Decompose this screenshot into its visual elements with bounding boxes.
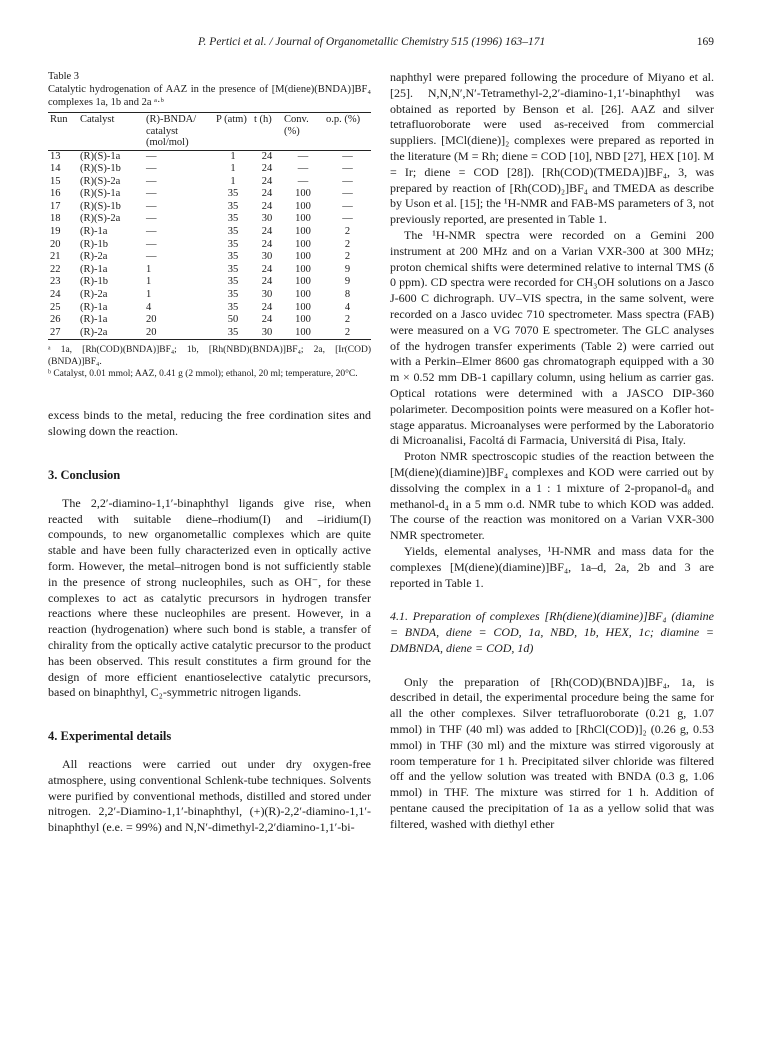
footnote-a: ᵃ 1a, [Rh(COD)(BNDA)]BF₄; 1b, [Rh(NBD)(BNDA)]BF₄; 2a, [Ir(COD)(BNDA)]BF₄. xyxy=(48,345,371,368)
cell-bnda: — xyxy=(146,213,157,225)
table-label: Table 3 xyxy=(48,71,80,82)
cell-pressure: 50 xyxy=(227,314,239,326)
cell-run: 22 xyxy=(50,263,61,275)
table-row xyxy=(48,251,371,264)
cell-catalyst: (R)-2a xyxy=(80,289,108,301)
cell-conv: — xyxy=(297,175,309,187)
cell-run: 16 xyxy=(50,188,61,200)
cell-bnda: 1 xyxy=(146,289,152,301)
cell-op: 4 xyxy=(344,301,351,313)
cell-pressure: 35 xyxy=(227,263,239,275)
cell-conv: 100 xyxy=(295,326,311,338)
cell-bnda: — xyxy=(146,251,157,263)
cell-conv: 100 xyxy=(295,276,311,288)
cell-conv: 100 xyxy=(295,314,311,326)
cell-time: 24 xyxy=(261,188,273,200)
cell-time: 30 xyxy=(261,213,273,225)
table-row xyxy=(48,314,371,327)
cell-op: 2 xyxy=(344,238,351,250)
cell-time: 24 xyxy=(261,314,273,326)
cell-conv: — xyxy=(297,163,309,175)
cell-conv: 100 xyxy=(295,263,311,275)
cell-conv: 100 xyxy=(295,289,311,301)
cell-time: 30 xyxy=(261,289,273,301)
cell-run: 15 xyxy=(50,175,61,187)
cell-time: 30 xyxy=(261,251,273,263)
table-row xyxy=(48,163,371,176)
body-paragraph: Only the preparation of [Rh(COD)(BNDA)]BF₄, 1a, is described in detail, the experimental procedure being the same for all the other complexes. Silver tetrafluoroborate (0.21 g, 1.07 mmol) in THF (40 ml) was added to [RhCl(COD)]₂ (0.26 g, 0.53 mmol) in THF (30 ml) and the mixture was stirred vigorously at room temperature for 1 h. Precipitated silver chloride was filtered off and the yellow solution was treated with BNDA (0.3 g, 1.06 mmol) in THF. The mixture was stirred for 1 h. Addition of pentane caused the precipitation of 1a as a yellow solid that was filtered, washed with diethyl ether xyxy=(390,674,714,831)
table-3-grid xyxy=(48,112,371,340)
col-header-run: Run xyxy=(50,114,68,125)
body-paragraph: Proton NMR spectroscopic studies of the reaction between the [M(diene)(diamine)]BF₄ complexes and KOD were carried out by dissolving the complex in a 1 : 1 mixture of 2-propanol-d₈ and methanol-d₄ in a 5 mm o.d. NMR tube to which KOD was added. The course of the reaction was monitored on a Varian VXR-300 NMR spectrometer. xyxy=(390,449,714,543)
cell-time: 24 xyxy=(261,163,273,175)
table-row xyxy=(48,201,371,214)
cell-bnda: — xyxy=(146,163,157,175)
col-header-op: o.p. (%) xyxy=(326,114,361,125)
table-row xyxy=(48,150,371,163)
cell-op: 8 xyxy=(344,289,351,301)
table-row xyxy=(48,264,371,277)
footnote-b: ᵇ Catalyst, 0.01 mmol; AAZ, 0.41 g (2 mmol); ethanol, 20 ml; temperature, 20°C. xyxy=(48,369,358,380)
cell-catalyst: (R)(S)-1a xyxy=(80,188,121,200)
cell-bnda: — xyxy=(146,200,157,212)
page-number: 169 xyxy=(696,36,714,48)
cell-pressure: 35 xyxy=(227,226,239,238)
table-row xyxy=(48,213,371,226)
cell-run: 17 xyxy=(50,200,61,212)
cell-bnda: — xyxy=(146,226,157,238)
body-paragraph: Yields, elemental analyses, ¹H-NMR and mass data for the complexes [M(diene)(diamine)]BF₄, 1a–d, 2a, 2b and 3 are reported in Table 1. xyxy=(390,543,714,590)
cell-time: 24 xyxy=(261,238,273,250)
table-row xyxy=(48,239,371,252)
cell-op: — xyxy=(342,188,353,200)
cell-pressure: 35 xyxy=(227,301,239,313)
running-title: P. Pertici et al. / Journal of Organometallic Chemistry 515 (1996) 163–171 xyxy=(198,36,546,48)
cell-catalyst: (R)-1a xyxy=(80,301,108,313)
table-row xyxy=(48,302,371,315)
cell-run: 14 xyxy=(50,163,61,175)
cell-conv: 100 xyxy=(295,238,311,250)
cell-op: — xyxy=(342,213,353,225)
cell-bnda: 20 xyxy=(146,326,157,338)
cell-pressure: 35 xyxy=(227,188,239,200)
cell-run: 26 xyxy=(50,314,61,326)
cell-pressure: 1 xyxy=(230,163,236,175)
cell-op: — xyxy=(342,175,353,187)
cell-pressure: 1 xyxy=(230,175,236,187)
cell-conv: 100 xyxy=(295,251,311,263)
cell-op: 2 xyxy=(344,326,351,338)
cell-catalyst: (R)(S)-2a xyxy=(80,213,121,225)
cell-run: 13 xyxy=(50,150,61,162)
table-row xyxy=(48,289,371,302)
cell-catalyst: (R)-2a xyxy=(80,326,108,338)
cell-pressure: 35 xyxy=(227,213,239,225)
table-row xyxy=(48,226,371,239)
cell-catalyst: (R)-2a xyxy=(80,251,108,263)
table-row xyxy=(48,327,371,340)
cell-catalyst: (R)-1a xyxy=(80,263,108,275)
body-paragraph: The ¹H-NMR spectra were recorded on a Gemini 200 instrument at 200 MHz and on a Varian VXR-300 at 300 MHz; proton chemical shifts were determined relative to internal TMS (δ 0 ppm). CD spectra were recorded for CH₃OH solutions on a Jasco J-600 C dichrograph. UV–VIS spectra, in the same solvent, were recorded on a Jasco uvidec 710 spectrometer. Mass spectra (FAB) were measured on a VG 7070 E spectrometer. The GLC analyses of the hydrogen transfer experiments (Table 2) were carried out with a Perkin–Elmer 8600 gas chromatograph equipped with a 30 m × 0.52 mm DB-1 capillary column, using helium as carrier gas. Optical rotations were determined with a JASCO DIP-360 polarimeter. Decomposition points were measured on a Kofler hot-stage apparatus. Microanalyses were performed by the Laboratorio di Microanalisi, Facoltá di Farmacia, Universitá di Pisa, Italy. xyxy=(390,227,714,448)
cell-pressure: 35 xyxy=(227,326,239,338)
cell-op: 2 xyxy=(344,251,351,263)
cell-run: 23 xyxy=(50,276,61,288)
cell-pressure: 35 xyxy=(227,251,239,263)
table-caption: Catalytic hydrogenation of AAZ in the presence of [M(diene)(BNDA)]BF₄ complexes 1a, 1b and 2a ᵃ·ᵇ xyxy=(48,84,371,108)
col-header-time: t (h) xyxy=(254,114,272,125)
cell-run: 19 xyxy=(50,226,61,238)
cell-run: 27 xyxy=(50,326,61,338)
cell-run: 21 xyxy=(50,251,61,263)
cell-pressure: 35 xyxy=(227,200,239,212)
cell-time: 24 xyxy=(261,175,273,187)
cell-catalyst: (R)(S)-1b xyxy=(80,163,121,175)
body-paragraph: The 2,2′-diamino-1,1′-binaphthyl ligands give rise, when reacted with suitable diene–rhodium(I) and –iridium(I) compounds, to new organometallic complexes which are quite stable and have been fully characterized even in optically active form. However, the metal–nitrogen bond is not sufficiently stable in the presence of strong nucleophiles, such as OH⁻, for these complexes to act as catalytic precursors in hydrogen transfer reactions where these nucleophiles are present. However, in a reaction (hydrogenation) where such bond is stable, a transfer of chirality from the optically active catalytic precursor to the product has been observed. This result constitutes a firm ground for the design of more efficient enantioselective catalytic precursors, based on binaphthyl, C₂-symmetric nitrogen ligands. xyxy=(48,495,371,700)
cell-bnda: — xyxy=(146,188,157,200)
cell-catalyst: (R)-1a xyxy=(80,314,108,326)
cell-catalyst: (R)(S)-1b xyxy=(80,200,121,212)
body-paragraph: naphthyl were prepared following the procedure of Miyano et al. [25]. N,N,N′,N′-Tetramethyl-2,2′-diamino-1,1′-binaphthyl was obtained as reported by Benson et al. [26]. AAZ and silver tetrafluoroborate were used as-received from commercial suppliers. [MCl(diene)]₂ complexes were prepared as reported in the literature (M = Rh; diene = COD [10], NBD [27], HEX [10]. M = Ir; diene = COD [28]). [Rh(COD)(TMEDA)]BF₄, 3, was prepared by reaction of [Rh(COD)₂]BF₄ and TMEDA as describe by Uson et al. [15]; the ¹H-NMR and FAB-MS parameters of 3, not previously reported, are presented in Table 1. xyxy=(390,70,714,227)
cell-conv: 100 xyxy=(295,226,311,238)
cell-run: 25 xyxy=(50,301,61,313)
cell-conv: 100 xyxy=(295,213,311,225)
cell-catalyst: (R)(S)-2a xyxy=(80,175,121,187)
subsection-heading: 4.1. Preparation of complexes [Rh(diene)(diamine)]BF₄ (diamine = BNDA, diene = COD, 1a, NBD, 1b, HEX, 1c; diamine = DMBNDA, diene = COD, 1d) xyxy=(390,609,714,655)
cell-conv: — xyxy=(297,150,309,162)
cell-pressure: 35 xyxy=(227,276,239,288)
cell-run: 18 xyxy=(50,213,61,225)
cell-pressure: 35 xyxy=(227,238,239,250)
cell-bnda: 1 xyxy=(146,263,152,275)
section-heading-conclusion: 3. Conclusion xyxy=(48,468,121,482)
cell-catalyst: (R)(S)-1a xyxy=(80,150,121,162)
table-row xyxy=(48,188,371,201)
cell-op: 2 xyxy=(344,226,351,238)
left-column xyxy=(48,70,371,836)
cell-time: 24 xyxy=(261,150,273,162)
table-header-row xyxy=(48,113,371,151)
table-row xyxy=(48,276,371,289)
cell-op: — xyxy=(342,150,353,162)
body-paragraph: excess binds to the metal, reducing the free cordination sites and slowing down the reaction. xyxy=(48,408,371,439)
cell-time: 24 xyxy=(261,301,273,313)
right-column xyxy=(390,70,714,833)
cell-time: 24 xyxy=(261,200,273,212)
cell-op: 9 xyxy=(344,276,351,288)
cell-run: 24 xyxy=(50,289,61,301)
cell-time: 24 xyxy=(261,226,273,238)
cell-pressure: 1 xyxy=(230,150,236,162)
cell-time: 30 xyxy=(261,326,273,338)
table-row xyxy=(48,176,371,189)
cell-time: 24 xyxy=(261,276,273,288)
cell-bnda: 4 xyxy=(146,301,152,313)
cell-pressure: 35 xyxy=(227,289,239,301)
cell-conv: 100 xyxy=(295,188,311,200)
cell-bnda: — xyxy=(146,238,157,250)
table-footnotes xyxy=(48,344,371,380)
page-header xyxy=(48,36,714,52)
body-paragraph: All reactions were carried out under dry oxygen-free atmosphere, using conventional Schlenk-tube techniques. Solvents were purified by conventional methods, distilled and stored under nitrogen. 2,2′-Diamino-1,1′-binaphthyl, (+)(R)-2,2′-diamino-1,1′-binaphthyl (e.e. = 99%) and N,N′-dimethyl-2,2′diamino-1,1′-bi- xyxy=(48,756,371,835)
cell-op: — xyxy=(342,200,353,212)
cell-run: 20 xyxy=(50,238,61,250)
cell-time: 24 xyxy=(261,263,273,275)
section-heading-experimental: 4. Experimental details xyxy=(48,729,172,744)
table-3 xyxy=(48,70,371,380)
cell-conv: 100 xyxy=(295,301,311,313)
col-header-pressure: P (atm) xyxy=(216,114,247,125)
cell-bnda: 1 xyxy=(146,276,152,288)
cell-op: — xyxy=(342,163,353,175)
cell-catalyst: (R)-1b xyxy=(80,276,108,288)
cell-catalyst: (R)-1a xyxy=(80,226,108,238)
cell-conv: 100 xyxy=(295,200,311,212)
cell-catalyst: (R)-1b xyxy=(80,238,108,250)
cell-op: 2 xyxy=(344,314,351,326)
col-header-catalyst: Catalyst xyxy=(80,114,115,125)
cell-bnda: 20 xyxy=(146,314,157,326)
cell-bnda: — xyxy=(146,150,157,162)
col-header-conv: Conv. (%) xyxy=(284,114,309,137)
cell-op: 9 xyxy=(344,263,351,275)
cell-bnda: — xyxy=(146,175,157,187)
col-header-bnda: (R)-BNDA/ catalyst (mol/mol) xyxy=(146,114,197,148)
